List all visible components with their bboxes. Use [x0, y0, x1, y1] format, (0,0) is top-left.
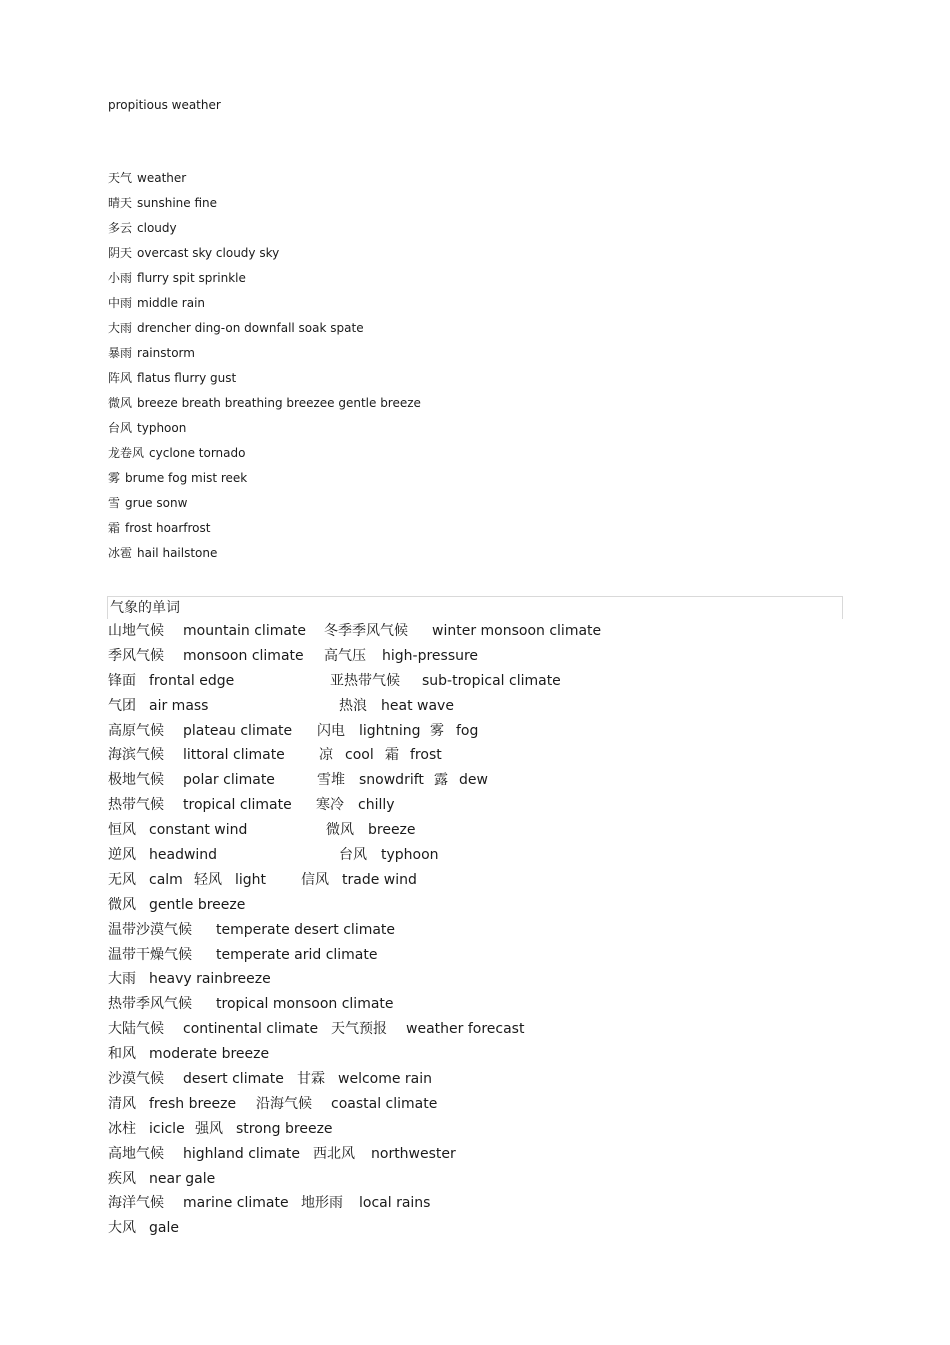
chinese-term: 和风: [108, 1046, 136, 1063]
vocab-row: [108, 1144, 848, 1169]
chinese-term: 高原气候: [108, 722, 164, 739]
chinese-term: 暴雨: [108, 346, 133, 360]
chinese-term: 逆风: [108, 847, 136, 864]
english-term: mountain climate: [183, 623, 307, 639]
chinese-term: 雪堆: [317, 772, 345, 789]
english-term: marine climate: [183, 1195, 289, 1212]
chinese-term: 龙卷风: [108, 446, 145, 460]
english-term: moderate breeze: [149, 1046, 270, 1063]
list-item: [108, 445, 421, 470]
chinese-term: 无风: [108, 871, 136, 888]
vocab-row: [108, 945, 848, 970]
vocab-row: [108, 1218, 848, 1243]
english-term: light: [235, 871, 267, 888]
chinese-term: 热浪: [339, 697, 367, 714]
list-item: [108, 495, 421, 520]
chinese-term: 微风: [108, 896, 136, 913]
vocab-row: [108, 1094, 848, 1119]
english-term: welcome rain: [338, 1071, 433, 1088]
chinese-term: 小雨: [108, 271, 133, 285]
english-term: continental climate: [183, 1021, 319, 1038]
vocab-row: [108, 1193, 848, 1218]
list-item: [108, 520, 421, 545]
chinese-term: 天气: [108, 171, 133, 185]
english-term: sub-tropical climate: [422, 672, 561, 689]
chinese-term: 冬季季风气候: [324, 623, 408, 639]
section-header-box: [107, 596, 843, 619]
vocab-row: [108, 994, 848, 1019]
english-term: flurry spit sprinkle: [137, 271, 246, 285]
english-term: air mass: [149, 697, 209, 714]
chinese-term: 大风: [108, 1220, 136, 1237]
vocab-row: [108, 770, 848, 795]
chinese-term: 晴天: [108, 196, 133, 210]
english-term: headwind: [149, 847, 218, 864]
english-term: polar climate: [183, 772, 275, 789]
english-term: flatus flurry gust: [137, 371, 237, 385]
vocab-row: [108, 969, 848, 994]
section-title: 气象的单词: [110, 600, 180, 616]
chinese-term: 台风: [108, 421, 133, 435]
english-term: hail hailstone: [137, 546, 218, 560]
english-term: dew: [459, 772, 488, 789]
english-term: frost: [410, 747, 442, 764]
vocab-row: [108, 745, 848, 770]
list-item: [108, 420, 421, 445]
english-term: strong breeze: [236, 1120, 333, 1137]
weather-term-list: [108, 170, 421, 570]
chinese-term: 大雨: [108, 321, 133, 335]
chinese-term: 阵风: [108, 371, 133, 385]
english-term: monsoon climate: [183, 647, 304, 664]
english-term: overcast sky cloudy sky: [137, 246, 280, 260]
chinese-term: 温带沙漠气候: [108, 921, 192, 938]
english-term: near gale: [149, 1170, 216, 1187]
chinese-term: 季风气候: [108, 647, 164, 664]
english-term: winter monsoon climate: [432, 623, 602, 639]
chinese-term: 山地气候: [108, 623, 164, 639]
english-term: middle rain: [137, 296, 206, 310]
vocab-row: [108, 1119, 848, 1144]
chinese-term: 温带干燥气候: [108, 946, 192, 963]
vocab-row: [108, 1044, 848, 1069]
english-term: desert climate: [183, 1071, 284, 1088]
english-term: cool: [345, 747, 374, 764]
meteorology-vocabulary-list: [108, 621, 848, 1243]
english-term: snowdrift: [359, 772, 424, 789]
chinese-term: 霜: [385, 747, 399, 764]
vocab-row: [108, 721, 848, 746]
chinese-term: 台风: [339, 847, 367, 864]
chinese-term: 露: [434, 772, 448, 789]
chinese-term: 天气预报: [331, 1021, 387, 1038]
intro-text: propitious weather: [108, 98, 221, 112]
vocab-row: [108, 646, 848, 671]
vocab-row: [108, 1019, 848, 1044]
chinese-term: 海滨气候: [108, 747, 164, 764]
english-term: sunshine fine: [137, 196, 218, 210]
english-term: breeze breath breathing breezee gentle breeze: [137, 396, 421, 410]
chinese-term: 信风: [301, 871, 329, 888]
chinese-term: 多云: [108, 221, 133, 235]
english-term: fog: [456, 722, 479, 739]
english-term: breeze: [368, 822, 416, 839]
vocab-row: [108, 870, 848, 895]
english-term: lightning: [359, 722, 421, 739]
list-item: [108, 270, 421, 295]
chinese-term: 强风: [195, 1120, 223, 1137]
english-term: highland climate: [183, 1145, 300, 1162]
vocab-row: [108, 820, 848, 845]
english-term: heavy rainbreeze: [149, 971, 271, 988]
list-item: [108, 295, 421, 320]
english-term: brume fog mist reek: [125, 471, 248, 485]
chinese-term: 冰雹: [108, 546, 133, 560]
chinese-term: 雪: [108, 496, 121, 510]
chinese-term: 热带季风气候: [108, 996, 192, 1013]
chinese-term: 高气压: [324, 647, 366, 664]
english-term: constant wind: [149, 822, 248, 839]
chinese-term: 亚热带气候: [330, 672, 400, 689]
english-term: tropical monsoon climate: [216, 996, 394, 1013]
vocab-row: [108, 845, 848, 870]
english-term: tropical climate: [183, 797, 292, 814]
chinese-term: 微风: [108, 396, 133, 410]
english-term: typhoon: [137, 421, 187, 435]
list-item: [108, 195, 421, 220]
list-item: [108, 170, 421, 195]
english-term: chilly: [358, 797, 395, 814]
chinese-term: 沿海气候: [256, 1095, 312, 1112]
list-item: [108, 470, 421, 495]
vocab-row: [108, 696, 848, 721]
chinese-term: 海洋气候: [108, 1195, 164, 1212]
chinese-term: 甘霖: [297, 1071, 325, 1088]
chinese-term: 西北风: [313, 1145, 355, 1162]
chinese-term: 大雨: [108, 971, 136, 988]
english-term: calm: [149, 871, 183, 888]
chinese-term: 大陆气候: [108, 1021, 164, 1038]
chinese-term: 雾: [108, 471, 121, 485]
chinese-term: 中雨: [108, 296, 133, 310]
english-term: plateau climate: [183, 722, 293, 739]
vocab-row: [108, 895, 848, 920]
chinese-term: 疾风: [108, 1170, 136, 1187]
english-term: local rains: [359, 1195, 431, 1212]
vocab-row: [108, 920, 848, 945]
english-term: weather: [137, 171, 187, 185]
english-term: typhoon: [381, 847, 439, 864]
english-term: gale: [149, 1220, 179, 1237]
chinese-term: 冰柱: [108, 1120, 136, 1137]
english-term: northwester: [371, 1145, 456, 1162]
chinese-term: 极地气候: [108, 772, 164, 789]
english-term: rainstorm: [137, 346, 195, 360]
english-term: gentle breeze: [149, 896, 246, 913]
english-term: heat wave: [381, 697, 454, 714]
chinese-term: 霜: [108, 521, 121, 535]
chinese-term: 轻风: [194, 871, 222, 888]
english-term: cloudy: [137, 221, 177, 235]
list-item: [108, 395, 421, 420]
chinese-term: 雾: [430, 722, 444, 739]
vocab-row: [108, 671, 848, 696]
english-term: fresh breeze: [149, 1095, 237, 1112]
list-item: [108, 320, 421, 345]
chinese-term: 气团: [108, 697, 136, 714]
list-item: [108, 545, 421, 570]
chinese-term: 热带气候: [108, 797, 164, 814]
english-term: weather forecast: [406, 1021, 525, 1038]
chinese-term: 高地气候: [108, 1145, 164, 1162]
list-item: [108, 345, 421, 370]
chinese-term: 恒风: [108, 822, 136, 839]
english-term: temperate arid climate: [216, 946, 378, 963]
chinese-term: 微风: [326, 822, 354, 839]
chinese-term: 清风: [108, 1095, 136, 1112]
chinese-term: 寒冷: [316, 797, 344, 814]
vocab-row: [108, 1069, 848, 1094]
chinese-term: 凉: [319, 747, 333, 764]
english-term: frontal edge: [149, 672, 235, 689]
chinese-term: 锋面: [108, 672, 136, 689]
chinese-term: 沙漠气候: [108, 1071, 164, 1088]
english-term: icicle: [149, 1120, 185, 1137]
chinese-term: 阴天: [108, 246, 133, 260]
chinese-term: 闪电: [317, 722, 345, 739]
english-term: high-pressure: [382, 647, 479, 664]
chinese-term: 地形雨: [301, 1195, 343, 1212]
vocab-row: [108, 1169, 848, 1194]
english-term: coastal climate: [331, 1095, 438, 1112]
vocab-row: [108, 795, 848, 820]
english-term: grue sonw: [125, 496, 188, 510]
english-term: littoral climate: [183, 747, 285, 764]
english-term: temperate desert climate: [216, 921, 396, 938]
vocab-row: [108, 621, 848, 646]
english-term: cyclone tornado: [149, 446, 246, 460]
english-term: frost hoarfrost: [125, 521, 211, 535]
list-item: [108, 370, 421, 395]
list-item: [108, 220, 421, 245]
english-term: drencher ding-on downfall soak spate: [137, 321, 364, 335]
list-item: [108, 245, 421, 270]
english-term: trade wind: [342, 871, 417, 888]
